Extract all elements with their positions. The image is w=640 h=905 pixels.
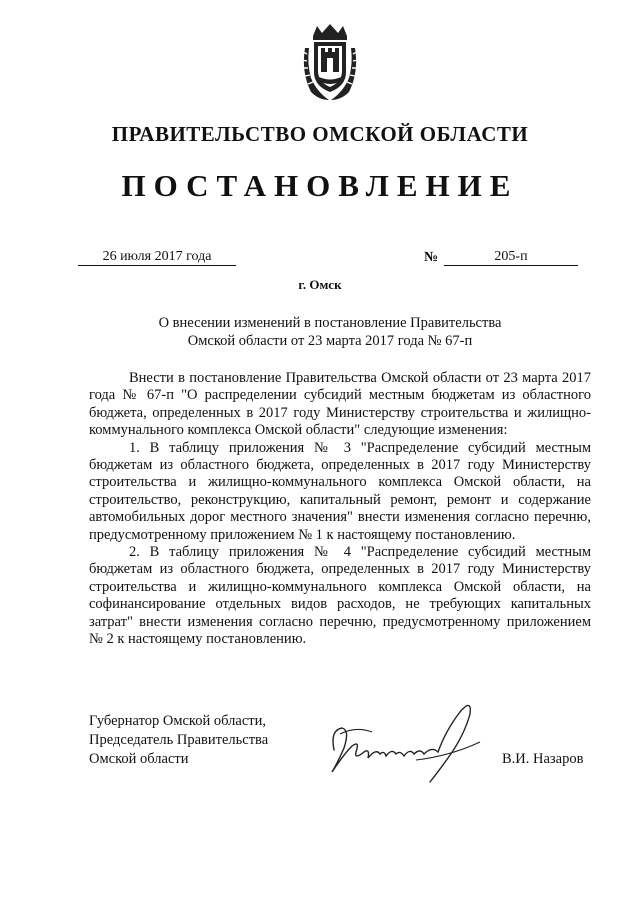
coat-of-arms-icon — [299, 22, 361, 102]
position-line: Омской области — [89, 751, 189, 767]
number-label: № — [424, 250, 439, 265]
document-date: 26 июля 2017 года — [78, 248, 236, 266]
subject-line: О внесении изменений в постановление Правительства — [158, 315, 502, 331]
intro-paragraph: Внести в постановление Правительства Омской области от 23 марта 2017 года № 67-п "О распределении субсидий местным бюджетам из областного бюджета, определенных в 2017 году Министерству строительства и жилищно-коммунального комплекса Омской области" следующие изменения: — [89, 370, 591, 439]
document-type-title: ПОСТАНОВЛЕНИЕ — [121, 168, 519, 203]
signer-name: В.И. Назаров — [502, 751, 584, 767]
position-line: Губернатор Омской области, — [89, 713, 266, 729]
subject-line: Омской области от 23 марта 2017 года № 67-п — [187, 333, 473, 349]
government-title: ПРАВИТЕЛЬСТВО ОМСКОЙ ОБЛАСТИ — [111, 122, 529, 146]
subject — [140, 314, 520, 350]
item-paragraph-1: 1. В таблицу приложения № 3 "Распределение субсидий местным бюджетам из областного бюджета, определенных в 2017 году Министерству строительства и жилищно-коммунального комплекса Омской области, на строительство, реконструкцию, капитальный ремонт, ремонт и содержание автомобильных дорог местного значения" внести изменения согласно перечню, предусмотренному приложением № 1 к настоящему постановлению. — [89, 439, 591, 543]
signer-position — [89, 712, 268, 769]
document-body — [89, 370, 591, 649]
city: г. Омск — [298, 277, 342, 292]
position-line: Председатель Правительства — [89, 732, 269, 748]
item-paragraph-2: 2. В таблицу приложения № 4 "Распределение субсидий местным бюджетам из областного бюджета, определенных в 2017 году Министерству строительства и жилищно-коммунального комплекса Омской области, на софинансирование отдельных видов расходов, не требующих капитальных затрат" внести изменения согласно перечню, предусмотренному приложением № 2 к настоящему постановлению. — [89, 544, 591, 648]
handwritten-signature — [320, 690, 500, 795]
document-number: 205-п — [444, 248, 578, 266]
